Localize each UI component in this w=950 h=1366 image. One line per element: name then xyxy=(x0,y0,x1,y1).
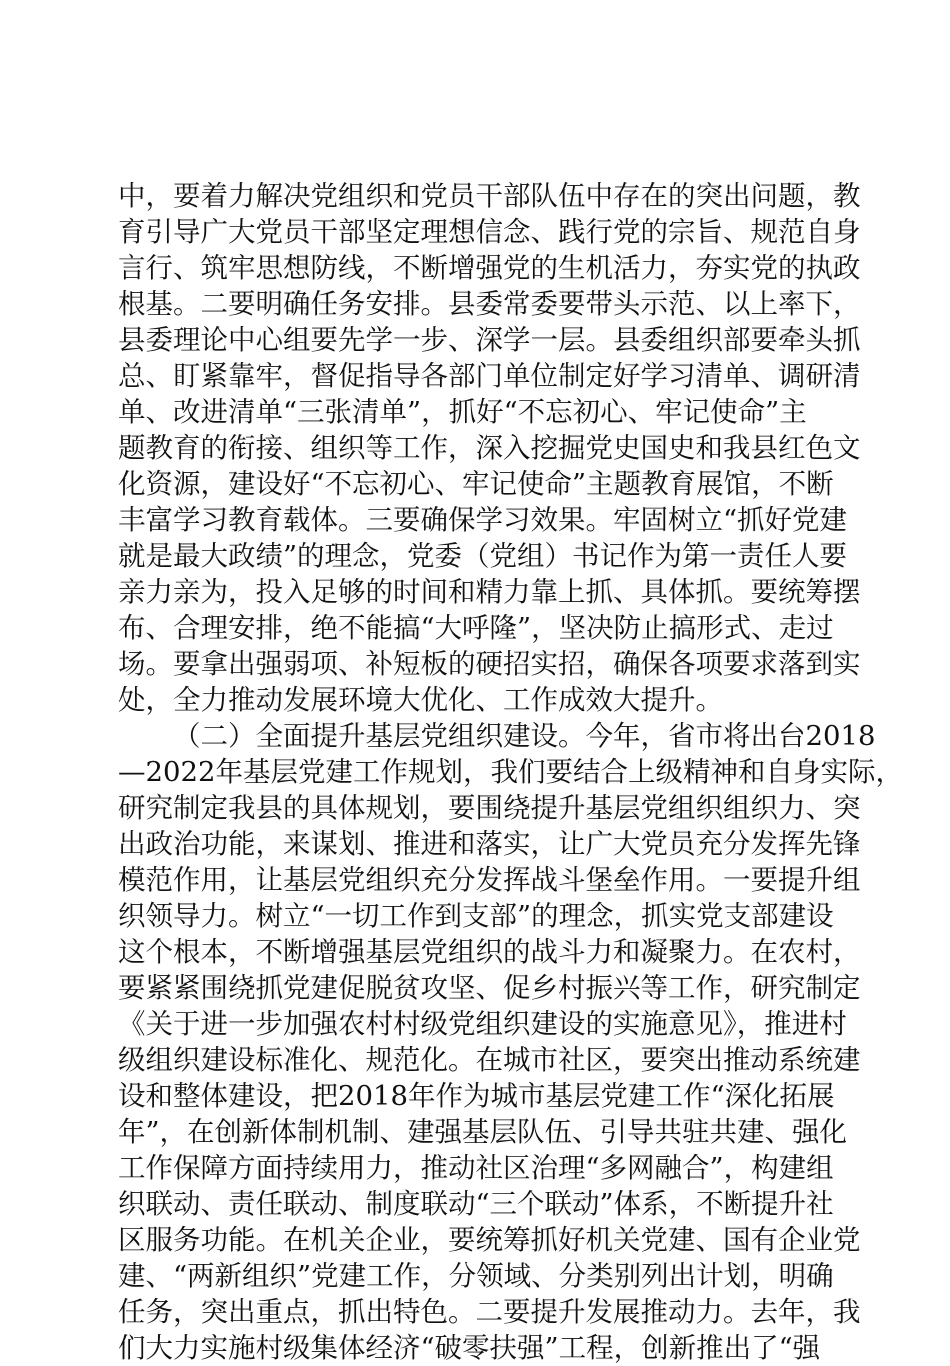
text-line: 织领导力。树立“一切工作到支部”的理念，抓实党支部建设 xyxy=(118,900,834,932)
text-line: 中，要着力解决党组织和党员干部队伍中存在的突出问题，教 xyxy=(118,180,861,212)
text-line: 题教育的衔接、组织等工作，深入挖掘党史国史和我县红色文 xyxy=(118,432,861,464)
text-line: 言行、筑牢思想防线，不断增强党的生机活力，夯实党的执政 xyxy=(118,252,861,284)
text-line: 丰富学习教育载体。三要确保学习效果。牢固树立“抓好党建 xyxy=(118,504,848,536)
text-line: 根基。二要明确任务安排。县委常委要带头示范、以上率下， xyxy=(118,288,861,320)
text-line: 出政治功能，来谋划、推进和落实，让广大党员充分发挥先锋 xyxy=(118,828,861,860)
text-line: 这个根本，不断增强基层党组织的战斗力和凝聚力。在农村， xyxy=(118,936,861,968)
text-line: 们大力实施村级集体经济“破零扶强”工程，创新推出了“强 xyxy=(118,1332,821,1364)
text-line: 《关于进一步加强农村村级党组织建设的实施意见》，推进村 xyxy=(118,1008,847,1040)
text-line: 织联动、责任联动、制度联动“三个联动”体系，不断提升社 xyxy=(118,1188,834,1220)
text-line: 级组织建设标准化、规范化。在城市社区，要突出推动系统建 xyxy=(118,1044,861,1076)
text-line: 研究制定我县的具体规划，要围绕提升基层党组织组织力、突 xyxy=(118,792,861,824)
text-line: 工作保障方面持续用力，推动社区治理“多网融合”，构建组 xyxy=(118,1152,834,1184)
text-line: 布、合理安排，绝不能搞“大呼隆”，坚决防止搞形式、走过 xyxy=(118,612,834,644)
text-line: 任务，突出重点，抓出特色。二要提升发展推动力。去年，我 xyxy=(118,1296,861,1328)
text-line: 年”，在创新体制机制、建强基层队伍、引导共驻共建、强化 xyxy=(118,1116,848,1148)
text-line: 亲力亲为，投入足够的时间和精力靠上抓、具体抓。要统筹摆 xyxy=(118,576,861,608)
text-line: 处，全力推动发展环境大优化、工作成效大提升。 xyxy=(118,684,723,716)
text-line: 建、“两新组织”党建工作，分领域、分类别列出计划，明确 xyxy=(118,1260,834,1292)
text-line: 化资源，建设好“不忘初心、牢记使命”主题教育展馆，不断 xyxy=(118,468,834,500)
section-heading-line: （二）全面提升基层党组织建设。今年，省市将出台2018 xyxy=(173,720,876,752)
text-line: 模范作用，让基层党组织充分发挥战斗堡垒作用。一要提升组 xyxy=(118,864,861,896)
text-line: 单、改进清单“三张清单”，抓好“不忘初心、牢记使命”主 xyxy=(118,396,807,428)
text-line: 就是最大政绩”的理念，党委（党组）书记作为第一责任人要 xyxy=(118,540,848,572)
text-line: 县委理论中心组要先学一步、深学一层。县委组织部要牵头抓 xyxy=(118,324,861,356)
text-line: 要紧紧围绕抓党建促脱贫攻坚、促乡村振兴等工作，研究制定 xyxy=(118,972,861,1004)
text-line: 育引导广大党员干部坚定理想信念、践行党的宗旨、规范自身 xyxy=(118,216,861,248)
text-line: 总、盯紧靠牢，督促指导各部门单位制定好学习清单、调研清 xyxy=(118,360,861,392)
text-line: 设和整体建设，把2018年作为城市基层党建工作“深化拓展 xyxy=(118,1080,835,1112)
text-line: —2022年基层党建工作规划，我们要结合上级精神和自身实际， xyxy=(118,756,903,788)
text-line: 区服务功能。在机关企业，要统筹抓好机关党建、国有企业党 xyxy=(118,1224,861,1256)
text-line: 场。要拿出强弱项、补短板的硬招实招，确保各项要求落到实 xyxy=(118,648,861,680)
